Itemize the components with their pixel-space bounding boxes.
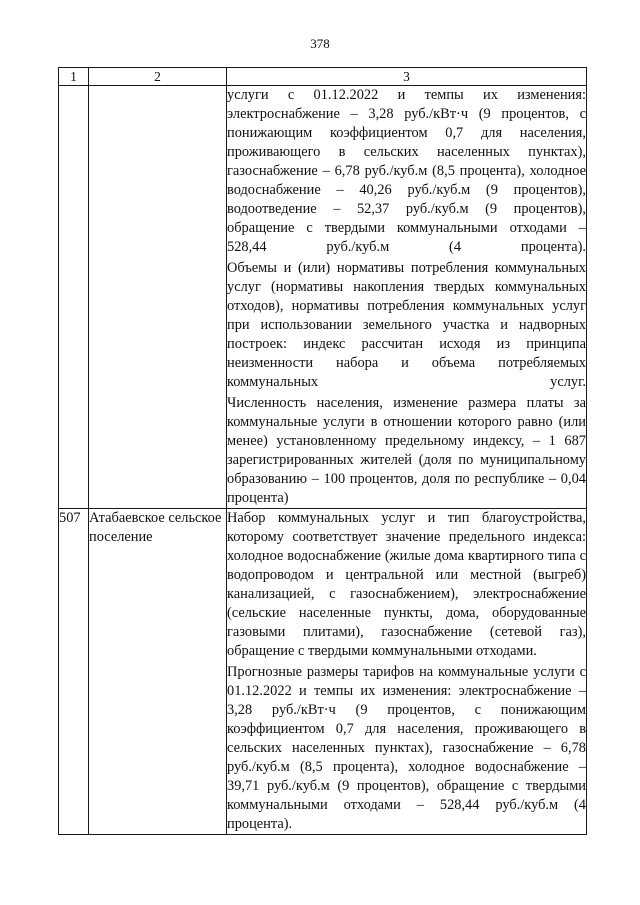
- content-paragraph: Численность населения, изменение размера платы за коммунальные услуги в отношении которого равно (или менее) установленному предельному индексу, – 1 687 зарегистрированных жителей (доля по муниципальному образованию – 100 процентов, доля по республике – 0,04 процента): [227, 395, 586, 506]
- tariff-table: [58, 67, 587, 835]
- content-paragraph: Прогнозные размеры тарифов на коммунальные услуги с 01.12.2022 и темпы их изменения: электроснабжение – 3,28 руб./кВт·ч (9 процентов, с понижающим коэффициентом 0,7 для населения, проживающего в сельских населенных пунктах), газоснабжение – 6,78 руб./куб.м (8,5 процента), холодное водоснабжение – 39,71 руб./куб.м (9 процентов), обращение с твердыми коммунальными отходами – 528,44 руб./куб.м (4 процента).: [227, 664, 586, 832]
- row-name-cell: Атабаевское сельское поселение: [89, 509, 227, 835]
- content-paragraph: Набор коммунальных услуг и тип благоустройства, которому соответствует значение предельного индекса: холодное водоснабжение (жилые дома квартирного типа с водопроводом и центральной или местной (выгреб) канализацией, с газоснабжением), электроснабжение (сельские населенные пункты, дома, оборудованные газовыми плитами), газоснабжение (сетевой газ), обращение с твердыми коммунальными отходами.: [227, 510, 586, 659]
- row-name-cell: [89, 86, 227, 509]
- table-header-row: [59, 68, 587, 86]
- row-number-cell: 507: [59, 509, 89, 835]
- column-header-name: 2: [89, 68, 227, 86]
- content-paragraph: Объемы и (или) нормативы потребления коммунальных услуг (нормативы накопления твердых коммунальных отходов), нормативы потребления коммунальных услуг при использовании земельного участка и надворных построек: индекс рассчитан исходя из принципа неизменности набора и объема потребляемых коммунальных услуг.: [227, 260, 586, 390]
- column-header-content: 3: [227, 68, 587, 86]
- row-content-cell: [227, 86, 587, 509]
- content-paragraph: услуги с 01.12.2022 и темпы их изменения: электроснабжение – 3,28 руб./кВт·ч (9 процентов, с понижающим коэффициентом 0,7 для населения, проживающего в сельских населенных пунктах), газоснабжение – 6,78 руб./куб.м (8,5 процента), холодное водоснабжение – 40,26 руб./куб.м (9 процентов), водоотведение – 52,37 руб./куб.м (9 процентов), обращение с твердыми коммунальными отходами – 528,44 руб./куб.м (4 процента).: [227, 87, 586, 255]
- page-number: 378: [310, 36, 330, 51]
- row-content-cell: [227, 509, 587, 835]
- table-row: [59, 509, 587, 835]
- row-number-cell: [59, 86, 89, 509]
- table-row: [59, 86, 587, 509]
- column-header-number: 1: [59, 68, 89, 86]
